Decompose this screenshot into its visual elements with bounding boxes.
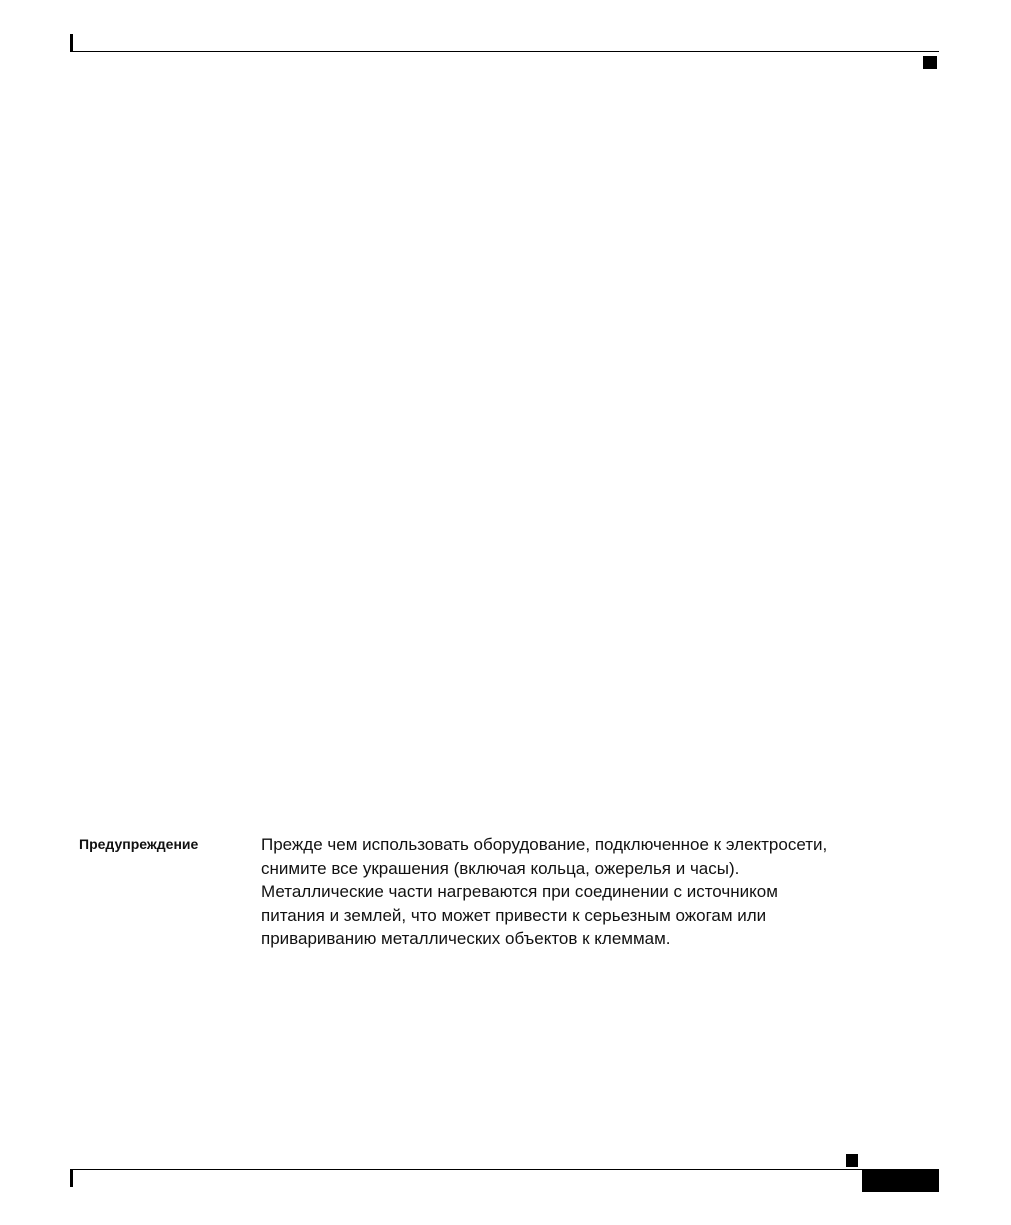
- footer-marker: [846, 1154, 858, 1167]
- warning-text-line: снимите все украшения (включая кольца, ожерелья и часы).: [261, 858, 740, 878]
- header-margin-mark: [70, 34, 73, 52]
- warning-text-line: Прежде чем использовать оборудование, подключенное к электросети,: [261, 835, 828, 854]
- warning-text-line: питания и землей, что может привести к серьезным ожогам или: [261, 905, 767, 925]
- header-rule: [70, 51, 939, 52]
- header-corner-marker: [923, 56, 937, 69]
- warning-text-line: привариванию металлических объектов к клеммам.: [261, 929, 671, 948]
- warning-block: [79, 833, 959, 951]
- footer-page-tab: [862, 1170, 939, 1192]
- footer-rule: [70, 1169, 939, 1170]
- footer-margin-mark: [70, 1170, 73, 1187]
- warning-text: [261, 833, 959, 951]
- warning-text-line: Металлические части нагреваются при соединении с источником: [261, 882, 778, 901]
- warning-label: Предупреждение: [79, 836, 199, 852]
